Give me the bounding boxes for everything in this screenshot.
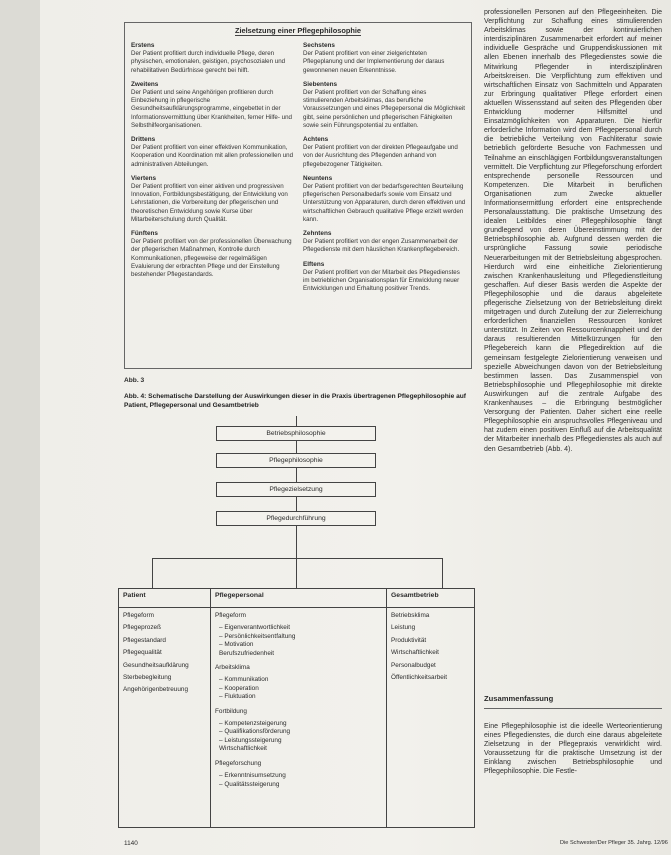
personal-subitem: – Fluktuation <box>219 693 256 701</box>
goal-item <box>303 42 468 75</box>
goal-heading: Viertens <box>131 174 157 182</box>
personal-group <box>215 708 382 754</box>
goals-right-column <box>303 42 468 299</box>
figure-4-caption: Abb. 4: Schematische Darstellung der Auswirkungen dieser in die Praxis übertragenen Pflegephilosophie auf Patient, Pflegepersonal und Gesamtbetrieb <box>124 393 466 409</box>
goal-item <box>131 230 296 279</box>
patient-item: Pflegeprozeß <box>123 624 162 632</box>
goal-text: Der Patient profitiert von einer effektiven Kommunikation, Kooperation und Koordination mit allen professionellen und administrativen Abteilungen. <box>131 144 294 168</box>
goal-item <box>131 81 296 130</box>
goal-heading: Fünftens <box>131 230 158 238</box>
personal-group-heading: Fortbildung <box>215 707 247 715</box>
goal-item <box>131 175 296 224</box>
effects-table <box>118 588 475 828</box>
goal-text: Der Patient profitiert von der bedarfsgerechten Beurteilung pflegerischen Personalbedarfs sowie vom Einsatz und Unterstützung von Apparaturen, durch deren effektiven und wirtschaftlichen Gebrauch qualitative Pflege erzielt werden kann. <box>303 183 466 223</box>
flow-box-pflegedurchfuehrung: Pflegedurchführung <box>216 511 376 526</box>
page-number: 1140 <box>124 840 138 847</box>
goal-text: Der Patient profitiert von einer zielgerichteten Pflegeplanung und der Implementierung der daraus gewonnenen neuen Erkenntnisse. <box>303 50 445 74</box>
goal-text: Der Patient profitiert von einer aktiven und progressiven Innovation, Fortbildungsbestätigung, der Entwicklung von Lehrstationen, die Vorbereitung der pflegerischen und theoretischen Entwicklung sowie Kurse über Mitarbeiterschulung durch Qualität. <box>131 183 288 223</box>
personal-subitem: – Qualifikationsförderung <box>219 728 291 736</box>
goal-heading: Achtens <box>303 136 329 144</box>
journal-footer: Die Schwester/Der Pfleger 35. Jahrg. 12/96 <box>560 840 668 846</box>
personal-subitem: – Qualitätssteigerung <box>219 780 280 788</box>
body-text-right: professionellen Personen auf den Pflegeeinheiten. Die Verpflichtung zur Schaffung eines stimulierenden Arbeitsklimas sowie der kontinuierlichen interdisziplinären Zusammenarbeit erfordert auf meiner individuelle Gespräche und Gruppendiskussionen mit allen Ebenen innerhalb des Pflegedienstes sowie die Mitwirkung Pflegender in interdisziplinären Arbeitskreisen. Die Verpflichtung zum effektiven und wirtschaftlichen Einsatz von Sachmitteln und Apparaten zur Erbringung qualitativer Pflege erfordert einen aktuellen Wissensstand auf seiten des Pflegenden über Entwicklung moderner Hilfsmittel und Einsatzmöglichkeiten von Apparaturen. Die hierfür erforderliche Information wird dem Pflegepersonal durch die betriebliche Verteilung von Fachliteratur sowie betrieblich geförderte Besuche von Fachmessen und Teilnahme an einschlägigen Fortbildungsveranstaltungen vermittelt. Die Verpflichtung zur Pflegeforschung erfordert entsprechende personelle Ressourcen und Kompetenzen. Die Mitarbeit in beruflichen Organisationen zum Zwecke aktueller Informationsermittlung erfordert eine entsprechende Personalausstattung. Die praktische Umsetzung des idealen Leitbildes einer Pflegephilosophie fängt grundlegend von deren Übereinstimmung mit der Betriebsphilosophie ab. Aufgrund dessen werden die ursprüngliche Fassung sowie periodische Neuerarbeitungen mit der Betriebsleitung abgesprochen. Hierdurch wird eine einheitliche Zielorientierung zwischen Krankenhausleitung und Pflegedienstleitung geschaffen. Auf dieser Basis werden die Aspekte der Pflegephilosophie und die daraus abgeleitete pflegerische Zielsetzung von der Betriebsleitung direkt mitgetragen und durch Zuteilung der zur Zielerreichung erforderlichen finanziellen Ressourcen konkret unterstützt. In Zeiten von Ressourcenknappheit und der daraus resultierenden Mittelkürzungen für den Pflegebereich kann die Pflegedirektion auf die gemeinsam festgelegte Zielorientierung verweisen und spezielle Abweichungen davon von der Betriebsleitung bestimmen lassen. Das Zusammenspiel von Betriebsphilosophie und Pflegephilosophie mit direkte Auswirkungen auf die zentrale Aufgabe des Krankenhauses – die Erbringung bestmöglicher Versorgung der Patienten. Daher sichert eine reelle Pflegephilosophie ein anspruchsvolles Pflegeniveau und hat zudem einen positiven Einfluß auf die Arbeitsqualität der Mitarbeiter innerhalb des Pflegedienstes als auch auf den Gesamtbetrieb (Abb. 4). <box>484 9 662 453</box>
personal-subitem: Berufszufriedenheit <box>219 649 275 657</box>
patient-item: Pflegequalität <box>123 649 162 657</box>
gesamtbetrieb-item: Wirtschaftlichkeit <box>391 649 439 657</box>
personal-group-heading: Arbeitsklima <box>215 664 250 672</box>
goals-box-title: Zielsetzung einer Pflegephilosophie <box>234 26 362 35</box>
column-patient <box>119 589 211 827</box>
goal-text: Der Patient profitiert von der Schaffung eines stimulierenden Arbeitsklimas, das berufliche Voraussetzungen und eines Pflegepersonal die Möglichkeit gibt, seine persönlichen und pflegerischen Fähigkeiten sowie sein Führungspotential zu entfalten. <box>303 89 466 129</box>
personal-group-heading: Pflegeforschung <box>215 759 262 767</box>
personal-subitem: – Erkenntnisumsetzung <box>219 772 286 780</box>
goal-heading: Elftens <box>303 260 325 268</box>
goal-text: Der Patient profitiert von der Mitarbeit des Pflegedienstes im betrieblichen Organisationsplan für Entwicklung neuer Entwicklungen und Erhaltung positiver Trends. <box>303 268 460 293</box>
patient-item: Pflegestandard <box>123 636 166 644</box>
personal-subitem: Wirtschaftlichkeit <box>219 745 267 753</box>
column-header-pflegepersonal: Pflegepersonal <box>211 589 386 608</box>
goal-text: Der Patient profitiert von der direkten Pflegeaufgabe und von der Ausrichtung des Pflegenden anhand von pflegebezogener Tätigkeiten. <box>303 144 458 168</box>
goals-left-column <box>131 42 296 285</box>
patient-item: Gesundheitsaufklärung <box>123 661 189 669</box>
flow-box-pflegephilosophie: Pflegephilosophie <box>216 453 376 468</box>
flow-box-betriebsphilosophie: Betriebsphilosophie <box>216 426 376 441</box>
goal-text: Der Patient profitiert von der engen Zusammenarbeit der Pflegedienste mit dem häuslichen Krankenpflegebereich. <box>303 238 460 254</box>
goal-item <box>303 261 468 294</box>
goal-heading: Siebentens <box>303 80 338 88</box>
goal-text: Der Patient profitiert von der professionellen Überwachung der pflegerischen Maßnahmen, Kontrolle durch Kommunikationen, pflegeweise der regelmäßigen Evaluierung der erbrachten Pflege und der Einstellung bestehender Pflegestandards. <box>131 238 292 279</box>
goal-text: Der Patient profitiert durch individuelle Pflege, deren physischen, emotionalen, geistigen, psychosozialen und rehabilitativen Bedürfnisse gerecht bei hilft. <box>131 50 286 74</box>
column-gesamtbetrieb <box>387 589 475 827</box>
personal-subitem: – Kooperation <box>219 684 259 692</box>
goals-box <box>124 22 472 369</box>
goal-heading: Zweitens <box>131 80 159 88</box>
personal-group-heading: Pflegeform <box>215 612 246 619</box>
goal-heading: Drittens <box>131 136 156 144</box>
goal-item <box>303 230 468 255</box>
personal-subitem: – Motivation <box>219 641 254 649</box>
scan-margin <box>0 0 40 855</box>
gesamtbetrieb-item: Produktivität <box>391 636 427 644</box>
goal-item <box>303 136 468 169</box>
personal-group <box>215 664 382 702</box>
summary-heading: Zusammenfassung <box>484 694 554 703</box>
patient-item: Pflegeform <box>123 612 154 619</box>
personal-subitem: – Leistungssteigerung <box>219 736 282 744</box>
column-pflegepersonal <box>211 589 387 827</box>
figure-4-diagram <box>118 416 475 836</box>
gesamtbetrieb-item: Leistung <box>391 624 416 632</box>
flow-box-pflegezielsetzung: Pflegezielsetzung <box>216 482 376 497</box>
summary-rule <box>484 708 662 709</box>
goal-heading: Neuntens <box>303 174 333 182</box>
patient-item: Angehörigenbetreuung <box>123 686 189 694</box>
patient-item: Sterbebegleitung <box>123 674 172 682</box>
goal-heading: Sechstens <box>303 42 335 49</box>
goal-item <box>131 136 296 169</box>
personal-group <box>215 760 382 789</box>
personal-group <box>215 612 382 658</box>
gesamtbetrieb-item: Personalbudget <box>391 661 436 669</box>
goal-item <box>303 81 468 130</box>
gesamtbetrieb-item: Betriebsklima <box>391 612 430 619</box>
goal-text: Der Patient und seine Angehörigen profitieren durch Einbeziehung in pflegerische Gesundheitsaufklärungsprogramme, eingebettet in der Informationsvermittlung über Krankheiten, ferner Hilfe- und Selbsthilfeorganisationen. <box>131 89 292 129</box>
figure-3-label: Abb. 3 <box>124 377 145 384</box>
gesamtbetrieb-item: Öffentlichkeitsarbeit <box>391 674 448 682</box>
goal-item <box>131 42 296 75</box>
summary-text: Eine Pflegephilosophie ist die ideelle Werteorientierung eines Pflegedienstes, die durch eine daraus abgeleitete Zielsetzung in der Pflegepraxis verwirklicht wird. Voraussetzung für die praktische Umsetzung ist der Einklang zwischen Betriebsphilosophie und Pflegephilosophie. Die Festle- <box>484 723 662 776</box>
goal-item <box>303 175 468 224</box>
column-header-patient: Patient <box>119 589 210 608</box>
personal-subitem: – Persönlichkeitsentfaltung <box>219 632 296 640</box>
goal-heading: Erstens <box>131 42 155 49</box>
column-header-gesamtbetrieb: Gesamtbetrieb <box>387 589 475 608</box>
personal-subitem: – Eigenverantwortlichkeit <box>219 624 291 632</box>
personal-subitem: – Kompetenzsteigerung <box>219 720 287 728</box>
goal-heading: Zehntens <box>303 230 332 238</box>
personal-subitem: – Kommunikation <box>219 676 269 684</box>
